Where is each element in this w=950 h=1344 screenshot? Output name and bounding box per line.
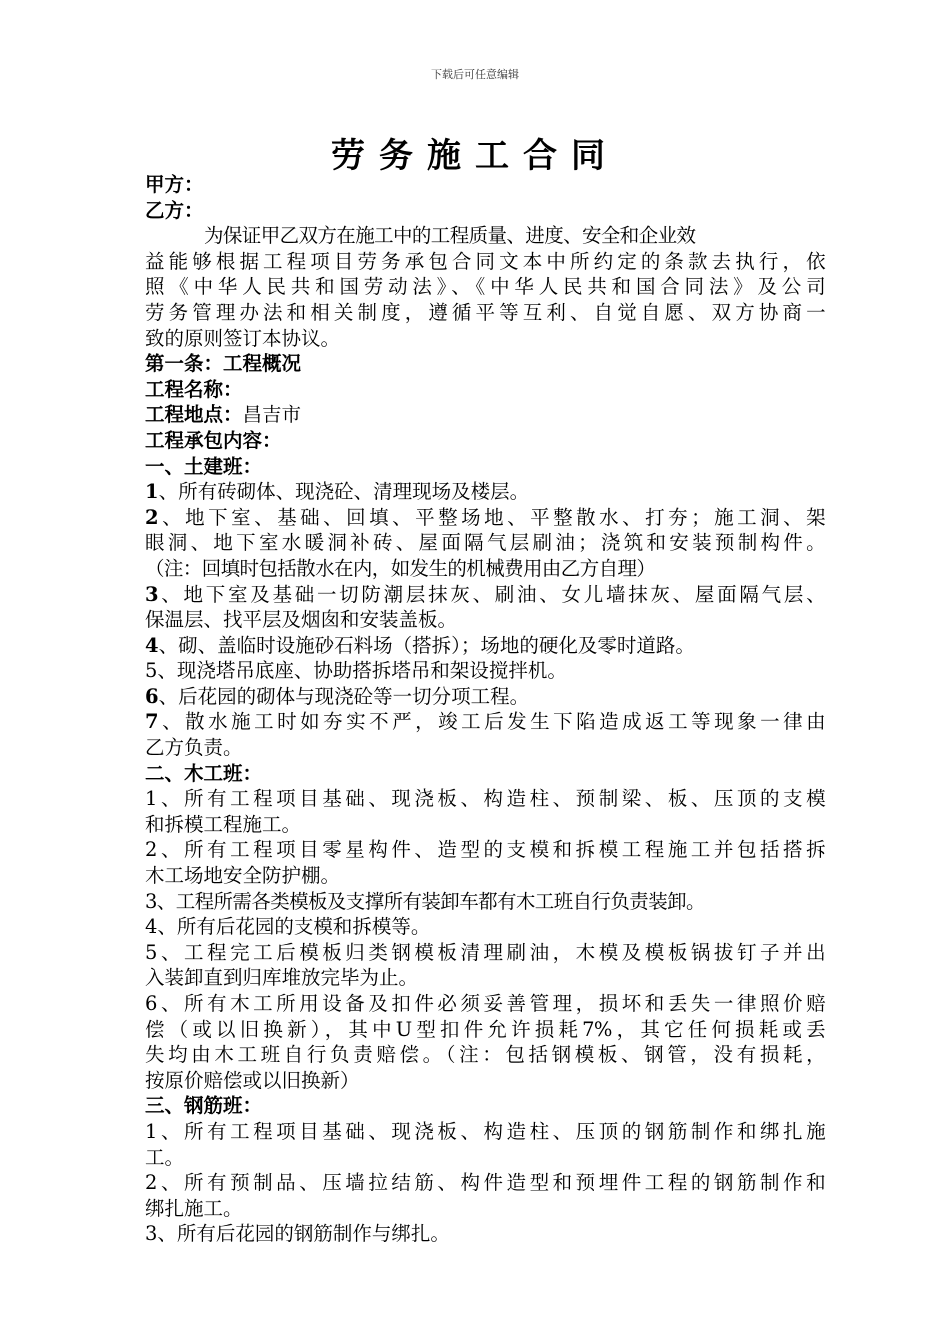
list-item: 4、所有后花园的支模和拆模等。 [145, 915, 431, 939]
item-text: 、后花园的砌体与现浇砼等一切分项工程。 [158, 684, 530, 708]
item-number: 3 [145, 582, 158, 606]
list-item [145, 633, 825, 659]
article-heading: 第一条：工程概况 [145, 352, 302, 376]
list-item-continued: 乙方负责。 [145, 736, 243, 760]
list-item-continued: 和拆模工程施工。 [145, 812, 302, 836]
preamble-line: 致的原则签订本协议。 [145, 326, 341, 350]
list-item: 3、所有后花园的钢筋制作与绑扎。 [145, 1222, 450, 1246]
project-location-label: 工程地点： [145, 403, 243, 427]
list-item-continued: 按原价赔偿或以旧换新） [145, 1068, 360, 1092]
contract-body [145, 172, 825, 1247]
party-a-label: 甲方： [145, 173, 204, 196]
list-item: 5、工程完工后模板归类钢模板清理刷油，木模及模板锅拔钉子并出 [145, 940, 825, 964]
list-item: 2、所有预制品、压墙拉结筋、构件造型和预埋件工程的钢筋制作和 [145, 1171, 825, 1195]
list-item-continued: 绑扎施工。 [145, 1196, 243, 1220]
list-item: 1、所有工程项目基础、现浇板、构造柱、压顶的钢筋制作和绑扎施 [145, 1119, 825, 1143]
item-text: 、砌、盖临时设施砂石料场（搭拆）；场地的硬化及零时道路。 [158, 633, 695, 657]
section-heading-civil: 一、土建班： [145, 454, 263, 478]
section-heading-rebar: 三、钢筋班： [145, 1094, 263, 1118]
list-item [145, 582, 825, 608]
item-number: 7 [145, 710, 158, 734]
preamble-line: 劳务管理办法和相关制度，遵循平等互利、自觉自愿、双方协商一 [145, 300, 825, 324]
list-item [145, 505, 825, 531]
list-item [145, 709, 825, 735]
list-item [145, 479, 825, 505]
item-number: 2 [145, 505, 158, 529]
project-location-value: 昌吉市 [242, 403, 302, 427]
list-item: 2、所有工程项目零星构件、造型的支模和拆模工程施工并包括搭拆 [145, 838, 825, 862]
page-header: 下载后可任意编辑 [431, 68, 519, 81]
scope-label: 工程承包内容： [145, 428, 282, 452]
list-item-continued: 工。 [145, 1145, 185, 1169]
item-text: 、地下室、基础、回填、平整场地、平整散水、打夯；施工洞、架 [157, 505, 825, 529]
list-item: 5、现浇塔吊底座、协助搭拆塔吊和架设搅拌机。 [145, 659, 567, 683]
list-item [145, 684, 825, 710]
list-item-continued: 眼洞、地下室水暖洞补砖、屋面隔气层刷油；浇筑和安装预制构件。 [145, 531, 825, 555]
list-item-continued: 保温层、找平层及烟囱和安装盖板。 [145, 608, 458, 632]
list-item-continued: 入装卸直到归库堆放完毕为止。 [145, 966, 419, 990]
preamble-line: 为保证甲乙双方在施工中的工程质量、进度、安全和企业效 [204, 224, 696, 248]
item-number: 6 [145, 684, 159, 708]
list-note: （注：回填时包括散水在内，如发生的机械费用由乙方自理） [145, 556, 656, 580]
item-number: 1 [145, 480, 159, 504]
list-item-continued: 木工场地安全防护棚。 [145, 864, 341, 888]
section-heading-carpentry: 二、木工班： [145, 761, 263, 785]
project-location [145, 402, 825, 428]
preamble-line: 照《中华人民共和国劳动法》、《中华人民共和国合同法》及公司 [145, 275, 825, 299]
list-item-continued: 偿（或以旧换新），其中U型扣件允许损耗7%，其它任何损耗或丢 [145, 1017, 825, 1041]
list-item: 6、所有木工所用设备及扣件必须妥善管理，损坏和丢失一律照价赔 [145, 992, 825, 1015]
preamble-line: 益能够根据工程项目劳务承包合同文本中所约定的条款去执行，依 [145, 249, 825, 273]
item-number: 4 [145, 633, 159, 657]
contract-title: 劳务施工合同 [331, 136, 619, 176]
list-item: 1、所有工程项目基础、现浇板、构造柱、预制梁、板、压顶的支模 [145, 787, 825, 811]
item-text: 、散水施工时如夯实不严，竣工后发生下陷造成返工等现象一律由 [157, 710, 825, 734]
party-b-label: 乙方： [145, 198, 204, 222]
list-item: 3、工程所需各类模板及支撑所有装卸车都有木工班自行负责装卸。 [145, 889, 705, 913]
project-name-label: 工程名称： [145, 377, 243, 401]
list-item-continued: 失均由木工班自行负责赔偿。（注：包括钢模板、钢管，没有损耗， [145, 1043, 825, 1067]
item-text: 、所有砖砌体、现浇砼、清理现场及楼层。 [158, 480, 530, 504]
item-text: 、地下室及基础一切防潮层抹灰、刷油、女儿墙抹灰、屋面隔气层、 [157, 582, 825, 606]
